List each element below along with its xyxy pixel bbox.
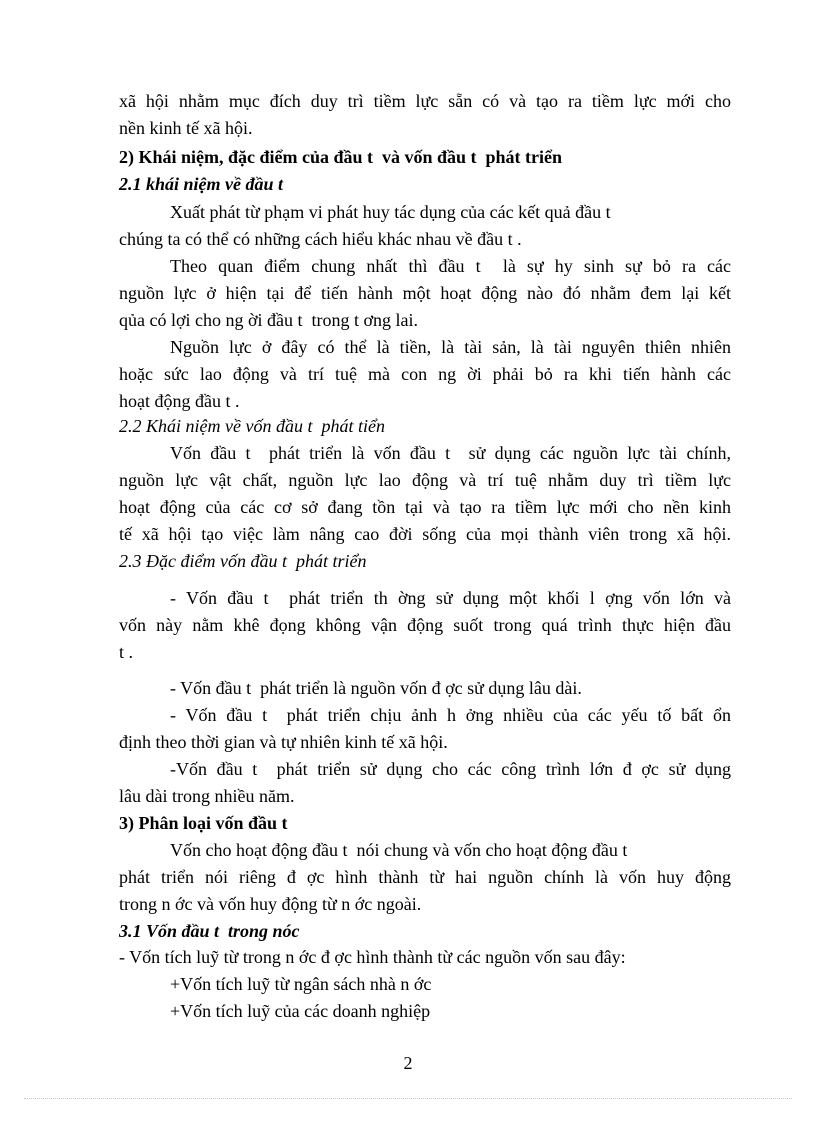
- subsection-heading: 2.1 khái niệm về đầu t: [119, 174, 284, 194]
- bullet-line: -Vốn đầu t phát triển sử dụng cho các công trình lớn đ ợc sử dụng: [170, 759, 731, 779]
- text-line: Vốn cho hoạt động đầu t nói chung và vốn cho hoạt động đầu t: [170, 840, 628, 860]
- bullet-line: - Vốn đầu t phát triển th ờng sử dụng một khối l ợng vốn lớn và: [170, 588, 731, 608]
- text-line: nền kinh tế xã hội.: [119, 118, 253, 138]
- text-line: Theo quan điểm chung nhất thì đầu t là sự hy sinh sự bỏ ra các: [170, 256, 731, 276]
- text-line: chúng ta có thể có những cách hiểu khác nhau về đầu t .: [119, 229, 522, 249]
- subsection-heading: 2.2 Khái niệm về vốn đầu t phát tiển: [119, 416, 385, 436]
- text-line: Vốn đầu t phát triển là vốn đầu t sử dụng các nguồn lực tài chính,: [170, 443, 731, 463]
- page-number: 2: [403, 1053, 413, 1073]
- subsection-heading: 3.1 Vốn đầu t trong nóc: [119, 921, 300, 941]
- text-line: nguồn lực vật chất, nguồn lực lao động và trí tuệ nhằm duy trì tiềm lực: [119, 470, 731, 490]
- text-line: t .: [119, 642, 134, 662]
- subsection-heading: 2.3 Đặc điểm vốn đầu t phát triển: [119, 551, 367, 571]
- text-line: vốn này nằm khê đọng không vận động suốt trong quá trình thực hiện đầu: [119, 615, 731, 635]
- bullet-line: +Vốn tích luỹ của các doanh nghiệp: [170, 1001, 431, 1021]
- section-heading: 3) Phân loại vốn đầu t: [119, 813, 288, 833]
- text-line: nguồn lực ở hiện tại để tiến hành một hoạt động nào đó nhằm đem lại kết: [119, 283, 731, 303]
- section-heading: 2) Khái niệm, đặc điểm của đầu t và vốn đầu t phát triển: [119, 147, 563, 167]
- text-line: định theo thời gian và tự nhiên kinh tế xã hội.: [119, 732, 448, 752]
- bullet-line: - Vốn đầu t phát triển chịu ảnh h ởng nhiều của các yếu tố bất ổn: [170, 705, 731, 725]
- text-line: Xuất phát từ phạm vi phát huy tác dụng của các kết quả đầu t: [170, 202, 611, 222]
- text-line: trong n ớc và vốn huy động từ n ớc ngoài.: [119, 894, 422, 914]
- bullet-line: +Vốn tích luỹ từ ngân sách nhà n ớc: [170, 974, 432, 994]
- text-line: xã hội nhằm mục đích duy trì tiềm lực sẵn có và tạo ra tiềm lực mới cho: [119, 91, 731, 111]
- text-line: Nguồn lực ở đây có thể là tiền, là tài sản, là tài nguyên thiên nhiên: [170, 337, 731, 357]
- text-line: qủa có lợi cho ng ời đầu t trong t ơng lai.: [119, 310, 419, 330]
- text-line: phát triển nói riêng đ ợc hình thành từ hai nguồn chính là vốn huy động: [119, 867, 731, 887]
- text-line: lâu dài trong nhiều năm.: [119, 786, 295, 806]
- text-line: hoạt động đầu t .: [119, 391, 240, 411]
- text-line: hoạt động của các cơ sở đang tồn tại và tạo ra tiềm lực mới cho nền kinh: [119, 497, 731, 517]
- text-line: tế xã hội tạo việc làm nâng cao đời sống của mọi thành viên trong xã hội.: [119, 524, 731, 544]
- bullet-line: - Vốn tích luỹ từ trong n ớc đ ợc hình thành từ các nguồn vốn sau đây:: [119, 947, 626, 967]
- page-bottom-divider: [24, 1098, 792, 1099]
- bullet-line: - Vốn đầu t phát triển là nguồn vốn đ ợc sử dụng lâu dài.: [170, 678, 582, 698]
- text-line: hoặc sức lao động và trí tuệ mà con ng ời phải bỏ ra khi tiến hành các: [119, 364, 731, 384]
